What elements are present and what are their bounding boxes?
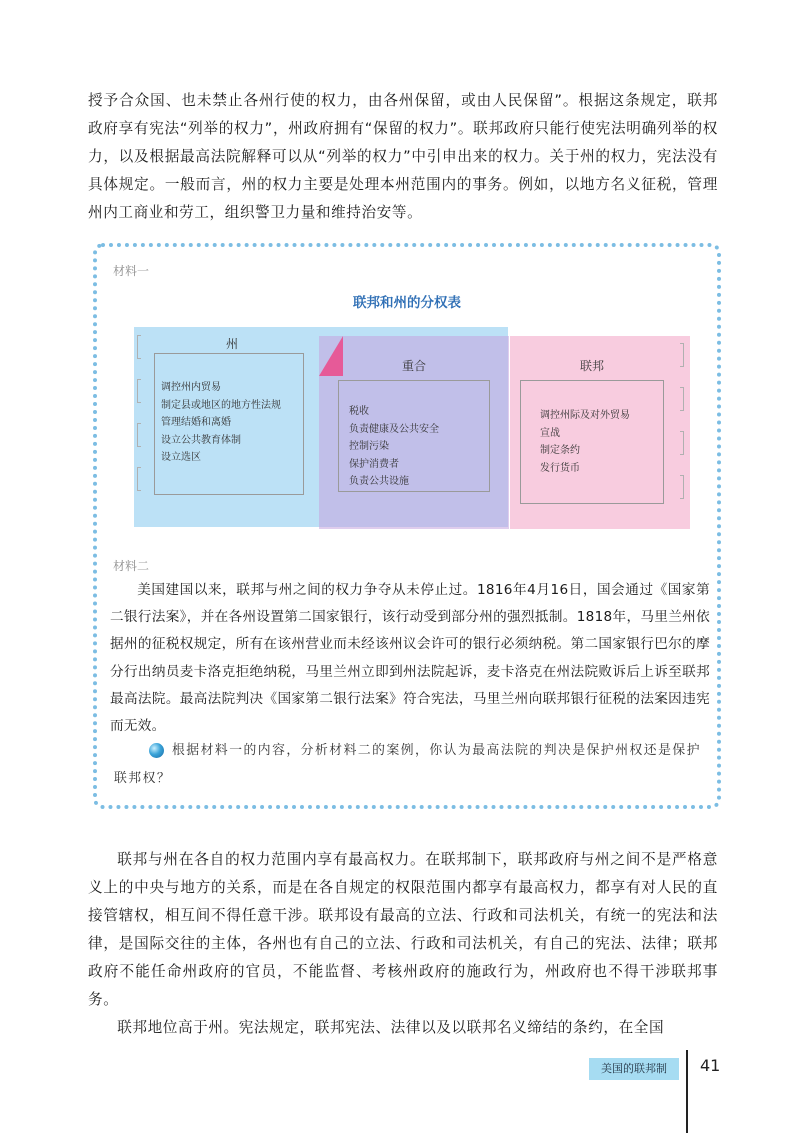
bracket-mark [680, 475, 684, 499]
state-power-item: 管理结婚和离婚 [161, 417, 231, 428]
material-box [93, 243, 721, 809]
shared-panel-title: 重合 [401, 359, 426, 373]
section-label: 美国的联邦制 [589, 1058, 679, 1080]
federal-power-item: 调控州际及对外贸易 [540, 410, 630, 421]
bracket-mark [137, 335, 141, 359]
discussion-question: 根据材料一的内容，分析材料二的案例，你认为最高法院的判决是保护州权还是保护联邦权？ [114, 743, 701, 786]
material-one-label: 材料一 [113, 264, 150, 278]
state-power-item: 设立选区 [161, 452, 201, 463]
shared-power-item: 税收 [349, 406, 369, 417]
state-panel-title: 州 [225, 337, 238, 351]
federal-powers-list [540, 407, 630, 477]
shared-power-item: 负责健康及公共安全 [349, 423, 439, 435]
state-powers-list [161, 379, 281, 467]
shared-power-item: 负责公共设施 [349, 476, 409, 487]
shared-power-item: 控制污染 [349, 441, 389, 452]
intro-paragraph: 授予合众国、也未禁止各州行使的权力，由各州保留，或由人民保留”。根据这条规定，联邦政府享有宪法“列举的权力”，州政府拥有“保留的权力”。联邦政府只能行使宪法明确列举的权力，以及根据最高法院解释可以从“列举的权力”中引申出来的权力。关于州的权力，宪法没有具体规定。一般而言，州的权力主要是处理本州范围内的事务。例如，以地方名义征税，管理州内工商业和劳工，组织警卫力量和维持治安等。 [88, 92, 718, 221]
federal-power-item: 发行货币 [540, 462, 580, 474]
federal-power-item: 宣战 [540, 427, 560, 439]
bracket-mark [137, 423, 141, 447]
federal-power-item: 制定条约 [540, 445, 580, 456]
state-power-item: 调控州内贸易 [161, 382, 221, 393]
body-paragraph-1: 联邦与州在各自的权力范围内享有最高权力。在联邦制下，联邦政府与州之间不是严格意义上的中央与地方的关系，而是在各自规定的权限范围内都享有最高权力，都享有对人民的直接管辖权，相互间不得任意干涉。联邦设有最高的立法、行政和司法机关，有统一的宪法和法律，是国际交往的主体，各州也有自己的立法、行政和司法机关，有自己的宪法、法律；联邦政府不能任命州政府的官员，不能监督、考核州政府的施政行为，州政府也不得干涉联邦事务。 [88, 851, 718, 1008]
state-power-item: 制定县或地区的地方性法规 [161, 399, 281, 411]
shared-power-item: 保护消费者 [349, 458, 399, 470]
bracket-mark [137, 467, 141, 491]
bracket-mark [137, 379, 141, 403]
body-paragraph-2: 联邦地位高于州。宪法规定，联邦宪法、法律以及以联邦名义缔结的条约，在全国 [117, 1019, 665, 1036]
chart-title: 联邦和州的分权表 [353, 295, 461, 311]
material-two-label: 材料二 [113, 559, 150, 573]
bracket-mark [680, 343, 684, 367]
material-two-text: 美国建国以来，联邦与州之间的权力争夺从未停止过。1816年4月16日，国会通过《国家第二银行法案》，并在各州设置第二国家银行，该行动受到部分州的强烈抵制。1818年，马里兰州依据州的征税权规定，所有在该州营业而未经该州议会许可的银行必须纳税。第二国家银行巴尔的摩分行出纳员麦卡洛克拒绝纳税，马里兰州立即到州法院起诉，麦卡洛克在州法院败诉后上诉至联邦最高法院。最高法院判决《国家第二银行法案》符合宪法，马里兰州向联邦银行征税的法案因违宪而无效。 [110, 582, 710, 735]
footer-rule [686, 1050, 688, 1133]
state-power-item: 设立公共教育体制 [161, 434, 241, 446]
bracket-mark [680, 431, 684, 455]
bracket-mark [680, 387, 684, 411]
shared-powers-list [349, 403, 439, 491]
federal-panel-title: 联邦 [579, 359, 604, 373]
page-number: 41 [700, 1056, 721, 1075]
